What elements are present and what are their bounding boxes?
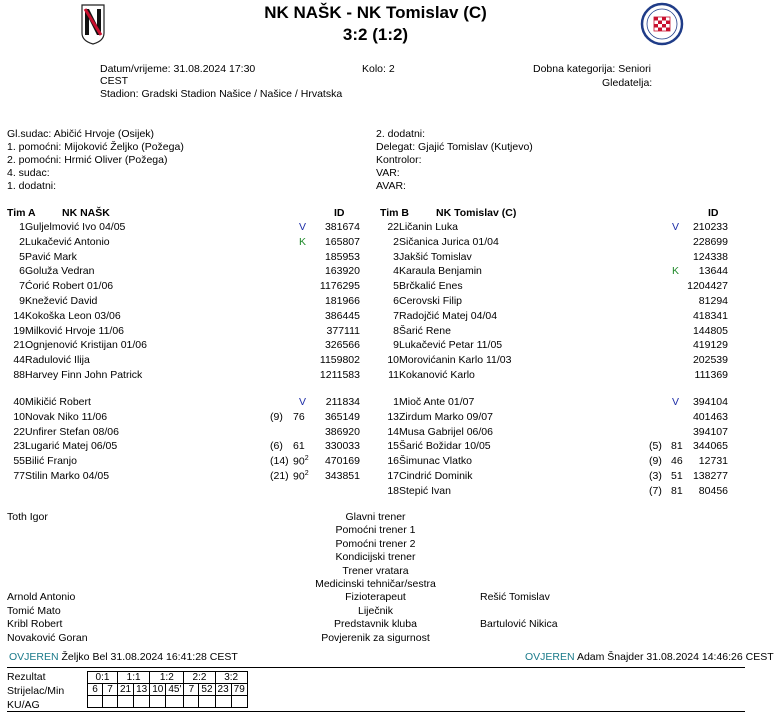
- player-name: Ognjenović Kristijan 01/06: [25, 339, 147, 352]
- player-number: 77: [13, 470, 25, 482]
- sub-for: (9): [649, 455, 662, 468]
- player-number: 88: [13, 369, 25, 381]
- scorer-label: Strijelac/Min: [7, 685, 65, 697]
- player-name: Unfirer Stefan 08/06: [25, 425, 119, 438]
- score-cell: 3:2: [215, 672, 247, 684]
- player-name: Šarić Rene: [399, 324, 451, 337]
- player-id: 144805: [692, 324, 728, 337]
- ku-ag-cell: [103, 696, 118, 708]
- player-id: 80456: [698, 484, 728, 497]
- staff-role: Predstavnik kluba: [334, 618, 417, 631]
- player-number: 40: [13, 396, 25, 408]
- ku-ag-cell: [166, 696, 184, 708]
- player-name: Stilin Marko 04/05: [25, 470, 110, 482]
- player-number: 18: [387, 484, 399, 497]
- player-name: Jakšić Tomislav: [399, 250, 472, 263]
- staff-left-name: Novaković Goran: [7, 631, 88, 644]
- staff-role: Pomoćni trener 2: [335, 537, 416, 550]
- goalkeeper-mark: V: [299, 221, 307, 233]
- staff-left-name: Kribl Robert: [7, 618, 63, 631]
- player-number: 5: [393, 280, 399, 293]
- player-name: Mikičić Robert: [25, 396, 91, 408]
- spectators: Gledatelja:: [602, 77, 653, 89]
- sub-minute: 51: [671, 470, 683, 482]
- match-score: 3:2 (1:2): [342, 25, 409, 44]
- player-number: 44: [13, 354, 25, 367]
- player-name: Sičanica Jurica 01/04: [399, 235, 499, 248]
- player-number: 1: [19, 221, 25, 233]
- score-cell: 2:2: [184, 672, 215, 684]
- player-id: 13644: [698, 265, 728, 278]
- player-number: 2: [393, 235, 399, 248]
- player-id: 401463: [692, 410, 728, 423]
- round: Kolo: 2: [362, 63, 395, 75]
- sub-for: (21): [270, 470, 289, 482]
- player-name: Knežević David: [25, 295, 98, 307]
- timezone: CEST: [100, 75, 129, 87]
- score-cell: 0:1: [88, 672, 118, 684]
- player-id: 394107: [692, 425, 728, 438]
- staff-role: Medicinski tehničar/sestra: [315, 578, 436, 590]
- sub-minute: 81: [671, 484, 683, 497]
- player-id: 138277: [692, 470, 728, 482]
- player-id: 12731: [698, 455, 728, 468]
- scorer-minute-cell: 13: [134, 684, 150, 696]
- ku-ag-cell: [199, 696, 215, 708]
- player-id: 1211583: [319, 369, 360, 381]
- scorer-number-cell: 23: [215, 684, 231, 696]
- player-id: 81294: [698, 295, 728, 307]
- player-number: 23: [13, 440, 25, 453]
- official-left-line: 2. pomoćni: Hrmić Oliver (Požega): [7, 154, 168, 166]
- official-left-line: 4. sudac:: [7, 167, 50, 179]
- player-number: 22: [387, 221, 399, 233]
- player-number: 10: [387, 354, 399, 367]
- scorer-number-cell: 10: [150, 684, 166, 696]
- sub-minute: 76: [293, 410, 305, 423]
- player-name: Cindrić Dominik: [399, 470, 473, 482]
- player-name: Kokanović Karlo: [399, 369, 475, 381]
- team-a-name: NK NAŠK: [62, 207, 110, 219]
- ku-ag-cell: [150, 696, 166, 708]
- player-number: 10: [13, 410, 25, 423]
- staff-role: Glavni trener: [345, 511, 406, 523]
- stadium: Stadion: Gradski Stadion Našice / Našice / Hrvatska: [100, 88, 343, 100]
- player-id: 418341: [692, 309, 728, 322]
- player-name: Milković Hrvoje 11/06: [25, 324, 125, 337]
- player-id: 470169: [324, 455, 360, 468]
- goalkeeper-mark: V: [672, 396, 680, 408]
- ku-ag-cell: [231, 696, 247, 708]
- player-id: 1204427: [687, 280, 728, 293]
- match-title: NK NAŠK - NK Tomislav (C): [264, 3, 487, 22]
- player-number: 16: [387, 455, 399, 468]
- player-id: 365149: [324, 410, 360, 423]
- match-datetime: Datum/vrijeme: 31.08.2024 17:30: [100, 63, 256, 75]
- scorer-minute-cell: 52: [199, 684, 215, 696]
- extra-time: 2: [304, 455, 309, 463]
- official-right-line: AVAR:: [376, 180, 406, 192]
- player-number: 6: [19, 265, 25, 278]
- player-name: Lukačević Antonio: [25, 235, 110, 248]
- player-name: Kokoška Leon 03/06: [25, 309, 121, 322]
- goalkeeper-mark: V: [672, 221, 680, 233]
- staff-right-name: Bartulović Nikica: [480, 618, 558, 631]
- player-name: Goluža Vedran: [25, 265, 95, 278]
- captain-mark: K: [299, 235, 307, 248]
- player-number: 21: [13, 339, 25, 352]
- staff-role: Fizioterapeut: [345, 591, 406, 604]
- player-number: 15: [387, 440, 399, 453]
- staff-role: Kondicijski trener: [335, 551, 416, 564]
- verify-right-text: Adam Šnajder 31.08.2024 14:46:26 CEST: [576, 651, 774, 663]
- player-id: 124338: [692, 250, 728, 263]
- player-name: Karaula Benjamin: [399, 265, 482, 278]
- staff-right-name: Rešić Tomislav: [480, 591, 550, 604]
- official-right-line: Kontrolor:: [376, 154, 422, 166]
- ku-ag-cell: [88, 696, 103, 708]
- player-name: Brčkalić Enes: [399, 280, 463, 293]
- sub-for: (3): [649, 470, 662, 482]
- player-name: Šarić Božidar 10/05: [399, 440, 491, 453]
- staff-left-name: Toth Igor: [7, 511, 48, 523]
- player-id: 228699: [692, 235, 728, 248]
- player-name: Šimunac Vlatko: [399, 455, 472, 468]
- player-name: Ćorić Robert 01/06: [25, 280, 114, 293]
- player-number: 7: [393, 309, 399, 322]
- verify-right: [525, 651, 774, 663]
- sub-minute: $90^2$: [293, 470, 309, 483]
- sub-for: (6): [270, 440, 283, 453]
- staff-left-name: Arnold Antonio: [7, 591, 76, 604]
- sub-minute: 81: [671, 440, 683, 453]
- team-a-id-header: ID: [334, 207, 345, 219]
- verified-label: OVJEREN: [525, 651, 575, 663]
- player-number: 3: [393, 250, 399, 263]
- player-number: 6: [393, 295, 399, 307]
- score-cell: 1:1: [118, 672, 150, 684]
- player-id: 419129: [692, 339, 728, 352]
- player-id: 111369: [694, 369, 728, 381]
- verify-left: [9, 651, 238, 663]
- player-id: 381674: [324, 221, 360, 233]
- ku-ag-label: KU/AG: [7, 699, 40, 711]
- player-number: 19: [13, 324, 25, 337]
- age-category: Dobna kategorija: Seniori: [533, 63, 651, 75]
- player-name: Bilić Franjo: [25, 455, 77, 468]
- official-left-line: 1. pomoćni: Mijoković Željko (Požega): [7, 141, 184, 153]
- player-name: Stepić Ivan: [399, 484, 451, 497]
- score-cell: 1:2: [150, 672, 184, 684]
- player-name: Harvey Finn John Patrick: [25, 369, 143, 381]
- player-number: 14: [13, 309, 25, 322]
- team-b-name: NK Tomislav (C): [436, 207, 517, 219]
- player-number: 17: [387, 470, 399, 482]
- player-name: Pavić Mark: [25, 250, 77, 263]
- verify-left-text: Željko Bel 31.08.2024 16:41:28 CEST: [61, 651, 238, 663]
- verified-label: OVJEREN: [9, 651, 59, 663]
- player-id: 1159802: [319, 354, 360, 367]
- player-id: 386445: [324, 309, 360, 322]
- player-id: 163920: [324, 265, 360, 278]
- team-b-label: Tim B: [380, 207, 409, 219]
- sub-for: (7): [649, 484, 662, 497]
- goalkeeper-mark: V: [299, 396, 307, 408]
- official-right-line: VAR:: [376, 167, 400, 179]
- player-name: Lugarić Matej 06/05: [25, 440, 118, 453]
- scorer-number-cell: 6: [88, 684, 103, 696]
- sub-for: (9): [270, 410, 283, 423]
- staff-role: Trener vratara: [342, 564, 409, 577]
- captain-mark: K: [672, 265, 680, 278]
- extra-time: 2: [304, 470, 309, 477]
- player-id: 181966: [324, 295, 360, 307]
- ku-ag-cell: [134, 696, 150, 708]
- player-number: 5: [19, 250, 25, 263]
- player-id: 165807: [324, 235, 360, 248]
- team-b-id-header: ID: [708, 207, 719, 219]
- scorer-number-cell: 21: [118, 684, 134, 696]
- sub-minute: $90^2$: [293, 455, 309, 468]
- player-number: 4: [393, 265, 399, 278]
- scorer-number-cell: 7: [184, 684, 199, 696]
- official-left-line: Gl.sudac: Abičić Hrvoje (Osijek): [7, 128, 155, 140]
- player-name: Zirdum Marko 09/07: [399, 410, 493, 423]
- player-name: Ličanin Luka: [399, 221, 458, 233]
- player-number: 1: [393, 396, 399, 408]
- ku-ag-cell: [184, 696, 199, 708]
- player-id: 211834: [325, 396, 360, 408]
- player-id: 202539: [692, 354, 728, 367]
- player-number: 14: [387, 425, 399, 438]
- staff-role: Liječnik: [357, 604, 394, 617]
- player-number: 22: [13, 425, 25, 438]
- sub-minute: 46: [671, 455, 683, 468]
- sub-minute: 61: [293, 440, 305, 453]
- player-name: Radulović Ilija: [25, 354, 90, 367]
- sub-for: (14): [270, 455, 289, 468]
- official-left-line: 1. dodatni:: [7, 180, 57, 192]
- player-number: 55: [13, 455, 25, 468]
- player-number: 13: [387, 410, 399, 423]
- ku-ag-cell: [215, 696, 231, 708]
- result-label: Rezultat: [7, 671, 46, 683]
- player-name: Lukačević Petar 11/05: [399, 339, 503, 352]
- official-right-line: Delegat: Gjajić Tomislav (Kutjevo): [376, 141, 533, 153]
- player-id: 1176295: [319, 280, 360, 293]
- player-id: 210233: [692, 221, 728, 233]
- player-number: 8: [393, 324, 399, 337]
- staff-role: Pomoćni trener 1: [335, 524, 416, 537]
- player-id: 185953: [324, 250, 360, 263]
- player-number: 7: [19, 280, 25, 293]
- player-name: Cerovski Filip: [399, 295, 463, 307]
- results-table: [87, 671, 248, 708]
- team-a-label: Tim A: [7, 207, 36, 219]
- sub-for: (5): [649, 440, 662, 453]
- player-number: 2: [19, 235, 25, 248]
- player-name: Mioč Ante 01/07: [399, 396, 475, 408]
- player-name: Morovićanin Karlo 11/03: [399, 354, 512, 367]
- player-id: 394104: [692, 396, 728, 408]
- player-id: 377111: [326, 324, 360, 337]
- player-id: 326566: [324, 339, 360, 352]
- player-name: Novak Niko 11/06: [25, 410, 108, 423]
- scorer-minute-cell: 7: [103, 684, 118, 696]
- player-name: Musa Gabrijel 06/06: [399, 425, 493, 438]
- player-name: Radojčić Matej 04/04: [399, 309, 498, 322]
- player-id: 344065: [692, 440, 728, 453]
- staff-left-name: Tomić Mato: [7, 604, 61, 617]
- player-id: 330033: [324, 440, 360, 453]
- official-right-line: 2. dodatni:: [376, 128, 426, 140]
- player-number: 9: [19, 295, 25, 307]
- scorer-minute-cell: 45': [166, 684, 184, 696]
- player-name: Guljelmović Ivo 04/05: [25, 221, 126, 233]
- player-id: 386920: [324, 425, 360, 438]
- ku-ag-cell: [118, 696, 134, 708]
- player-number: 11: [388, 369, 399, 381]
- player-number: 9: [393, 339, 399, 352]
- staff-role: Povjerenik za sigurnost: [321, 631, 430, 644]
- player-id: 343851: [324, 470, 360, 482]
- scorer-minute-cell: 79: [231, 684, 247, 696]
